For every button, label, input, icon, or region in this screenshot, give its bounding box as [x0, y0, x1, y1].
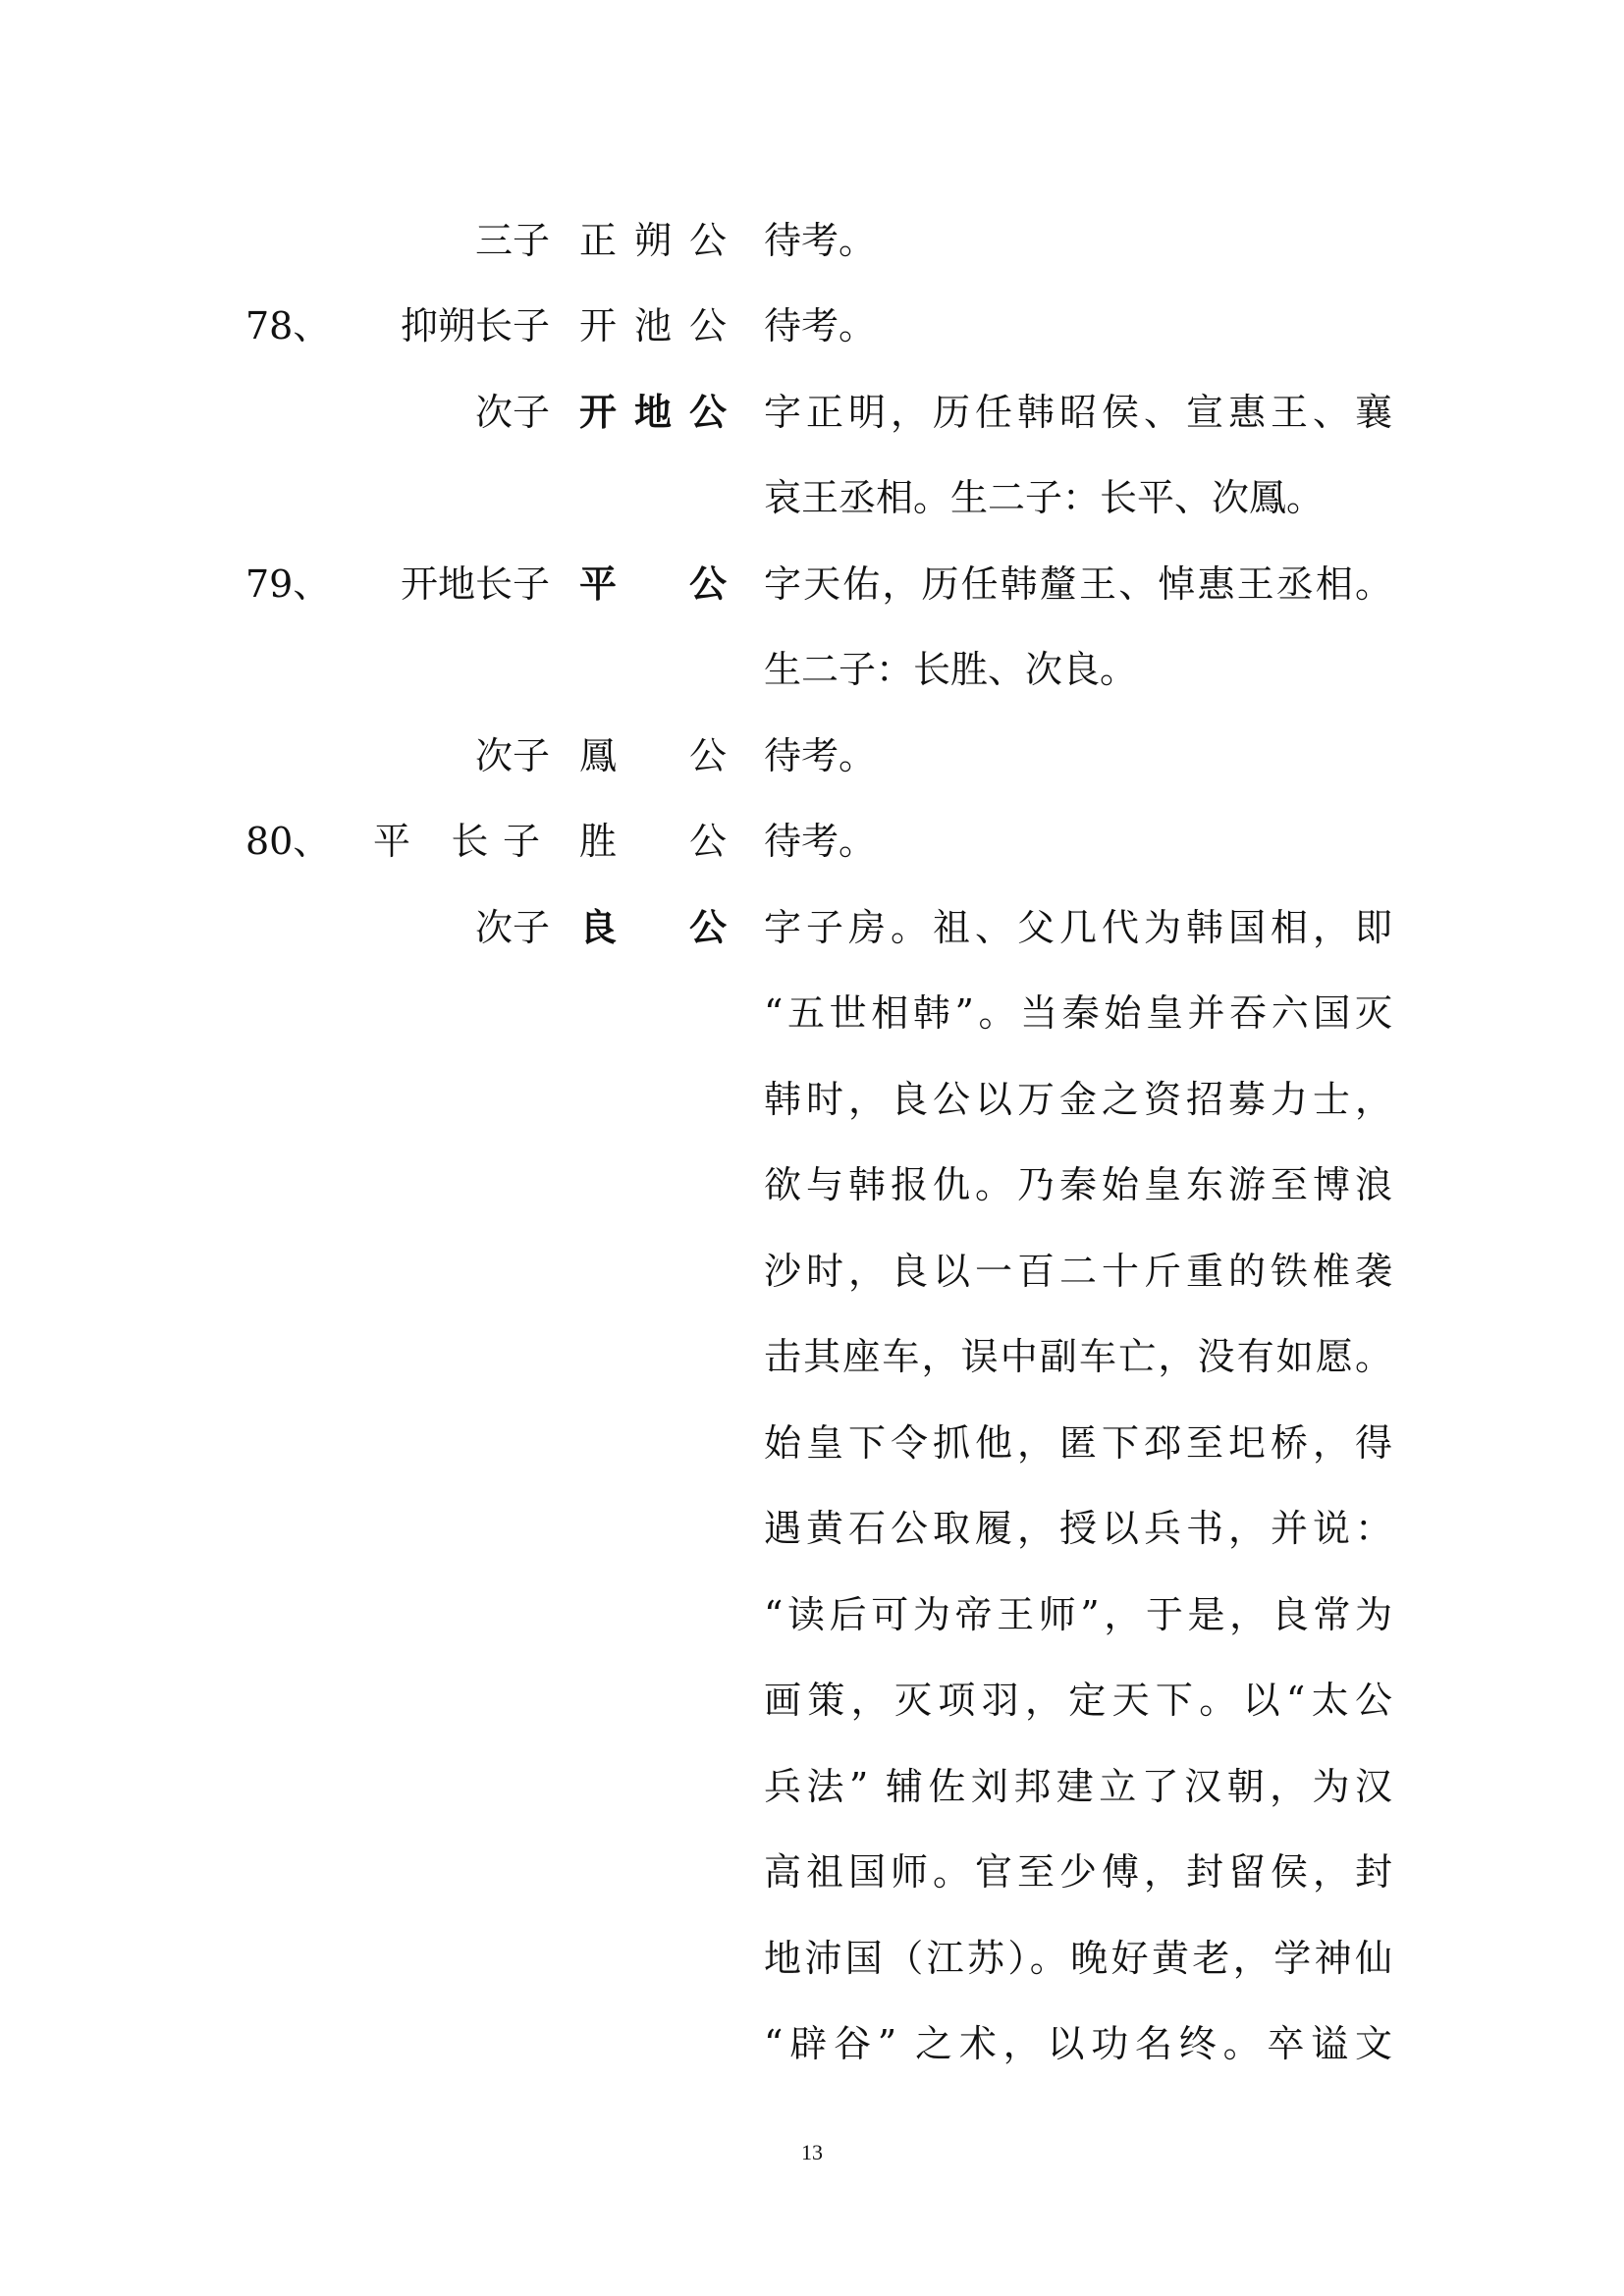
entry-description-line: 画策，灭项羽，定天下。以“太公	[764, 1679, 1392, 1722]
entry-description-line: 待考。	[764, 820, 877, 863]
entry-name: 平 公	[579, 562, 727, 606]
entry-relation: 次子	[474, 734, 550, 777]
entry-relation: 开地长子	[400, 562, 550, 606]
entry-description-line: 地沛国（江苏）。晚好黄老，学神仙	[764, 1937, 1392, 1980]
entry-number	[245, 201, 353, 280]
entry-number: 79、	[245, 562, 331, 606]
entry-description-line: 高祖国师。官至少傅，封留侯，封	[764, 1850, 1392, 1894]
entry-description-line: 生二子：长胜、次良。	[764, 648, 1138, 691]
entry-name: 正朔公	[579, 219, 727, 262]
entry-description-line: 遇黄石公取履，授以兵书，并说：	[764, 1507, 1392, 1550]
entry-description-line: “五世相韩”。当秦始皇并吞六国灭	[764, 991, 1392, 1035]
entry-description-line: 始皇下令抓他，匿下邳至圯桥，得	[764, 1421, 1392, 1465]
entry-relation: 次子	[474, 391, 550, 434]
entry-relation: 平 长子	[373, 820, 540, 863]
entry-number	[245, 888, 353, 967]
entry-relation: 抑朔长子	[400, 304, 550, 347]
entry-name: 良 公	[579, 906, 727, 949]
entry-number: 80、	[245, 820, 331, 863]
entry-relation: 次子	[474, 906, 550, 949]
entry-name: 胜 公	[579, 820, 727, 863]
entry-description-line: 待考。	[764, 304, 877, 347]
entry-number	[245, 373, 353, 452]
entry-description-line: 击其座车，误中副车亡，没有如愿。	[764, 1335, 1392, 1378]
entry-name: 开地公	[579, 391, 727, 434]
entry-description-line: 字天佑，历任韩釐王、悼惠王丞相。	[764, 562, 1392, 606]
entry-description-line: 字正明，历任韩昭侯、宣惠王、襄	[764, 391, 1392, 434]
entry-number: 78、	[245, 304, 331, 347]
entry-description-line: 欲与韩报仇。乃秦始皇东游至博浪	[764, 1163, 1392, 1206]
entry-description-line: 待考。	[764, 219, 877, 262]
entry-description-line: 兵法” 辅佐刘邦建立了汉朝，为汉	[764, 1765, 1392, 1808]
entry-relation: 三子	[474, 219, 550, 262]
entry-name: 开池公	[579, 304, 727, 347]
entry-number	[245, 717, 353, 795]
entry-description-line: 待考。	[764, 734, 877, 777]
entry-description-line: 韩时，良公以万金之资招募力士，	[764, 1078, 1392, 1121]
page-number: 13	[801, 2140, 823, 2164]
entry-description-line: “读后可为帝王师”，于是，良常为	[764, 1593, 1392, 1636]
entry-description-line: “辟谷” 之术，以功名终。卒谥文	[764, 2022, 1392, 2065]
entry-description-line: 字子房。祖、父几代为韩国相，即	[764, 906, 1392, 949]
entry-name: 鳳 公	[579, 734, 727, 777]
entry-description-line: 哀王丞相。生二子：长平、次鳳。	[764, 476, 1325, 519]
entry-description-line: 沙时，良以一百二十斤重的铁椎袭	[764, 1250, 1392, 1293]
